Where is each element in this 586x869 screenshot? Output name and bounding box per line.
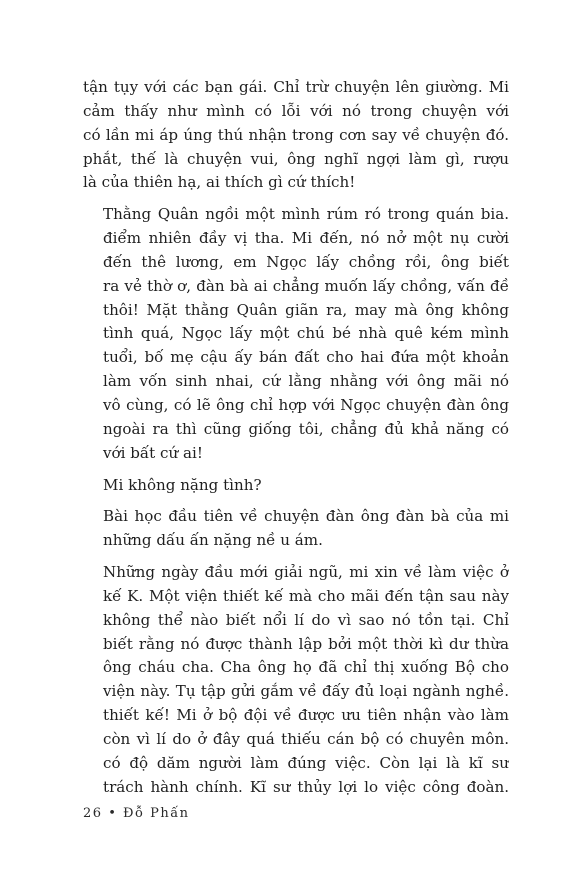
- text-line: biết rằng nó được thành lập bởi một thời kì dư thừa: [103, 634, 509, 653]
- paragraph: [83, 505, 509, 553]
- paragraph: [83, 203, 509, 465]
- text-line: trách hành chính. Kĩ sư thủy lợi lo việc công đoàn.: [103, 777, 509, 796]
- text-line: ông cháu cha. Cha ông họ đã chỉ thị xuống Bộ cho: [103, 658, 509, 677]
- text-line: viện này. Tụ tập gửi gắm về đấy đủ loại ngành nghề.: [103, 682, 509, 701]
- body-text: [83, 76, 509, 807]
- text-line: ngoài ra thì cũng giống tôi, chẳng đủ khả năng có: [103, 419, 509, 438]
- text-line: những dấu ấn nặng nề u ám.: [103, 531, 323, 550]
- text-line: đến thê lương, em Ngọc lấy chồng rồi, ông biết: [103, 252, 509, 271]
- text-line: với bất cứ ai!: [103, 443, 203, 462]
- text-line: tình quá, Ngọc lấy một chú bé nhà quê kém mình: [103, 324, 509, 343]
- text-line: làm vốn sinh nhai, cứ lằng nhằng với ông mãi nó: [103, 372, 509, 391]
- paragraph: [83, 561, 509, 799]
- text-line: phắt, thế là chuyện vui, ông nghĩ ngợi làm gì, rượu: [83, 149, 509, 168]
- text-line: Mi không nặng tình?: [103, 475, 262, 494]
- footer-separator: •: [108, 806, 118, 821]
- text-line: còn vì lí do ở đây quá thiếu cán bộ có chuyên môn.: [103, 729, 509, 748]
- text-line: là của thiên hạ, ai thích gì cứ thích!: [83, 173, 356, 192]
- page-footer: [83, 806, 190, 821]
- text-line: điểm nhiên đầy vị tha. Mi đến, nó nở một nụ cười: [103, 229, 509, 248]
- text-line: thôi! Mặt thằng Quân giãn ra, may mà ông không: [103, 300, 509, 319]
- text-line: Thằng Quân ngồi một mình rúm ró trong quán bia.: [103, 205, 509, 224]
- text-line: có độ dăm người làm đúng việc. Còn lại là kĩ sư: [103, 753, 509, 772]
- author-name: Đỗ Phấn: [123, 806, 190, 821]
- text-line: Bài học đầu tiên về chuyện đàn ông đàn bà của mi: [103, 507, 509, 526]
- text-line: tận tụy với các bạn gái. Chỉ trừ chuyện lên giường. Mi: [83, 78, 509, 96]
- page-number: 26: [83, 806, 103, 821]
- text-line: ra vẻ thờ ơ, đàn bà ai chẳng muốn lấy chồng, vấn đề: [103, 276, 509, 295]
- paragraph: [83, 474, 509, 498]
- text-line: Những ngày đầu mới giải ngũ, mi xin về làm việc ở: [103, 563, 509, 582]
- text-line: cảm thấy như mình có lỗi với nó trong chuyện với: [83, 101, 509, 120]
- text-line: không thể nào biết nổi lí do vì sao nó tồn tại. Chỉ: [103, 610, 509, 629]
- text-line: kế K. Một viện thiết kế mà cho mãi đến tận sau này: [103, 586, 509, 605]
- paragraph: [83, 76, 509, 195]
- text-line: có lần mi áp úng thú nhận trong cơn say về chuyện đó.: [83, 125, 509, 144]
- text-line: tuổi, bố mẹ cậu ấy bán đất cho hai đứa một khoản: [103, 348, 509, 367]
- text-line: thiết kế! Mi ở bộ đội về được ưu tiên nhận vào làm: [103, 706, 509, 725]
- text-line: vô cùng, có lẽ ông chỉ hợp với Ngọc chuyện đàn ông: [103, 395, 509, 414]
